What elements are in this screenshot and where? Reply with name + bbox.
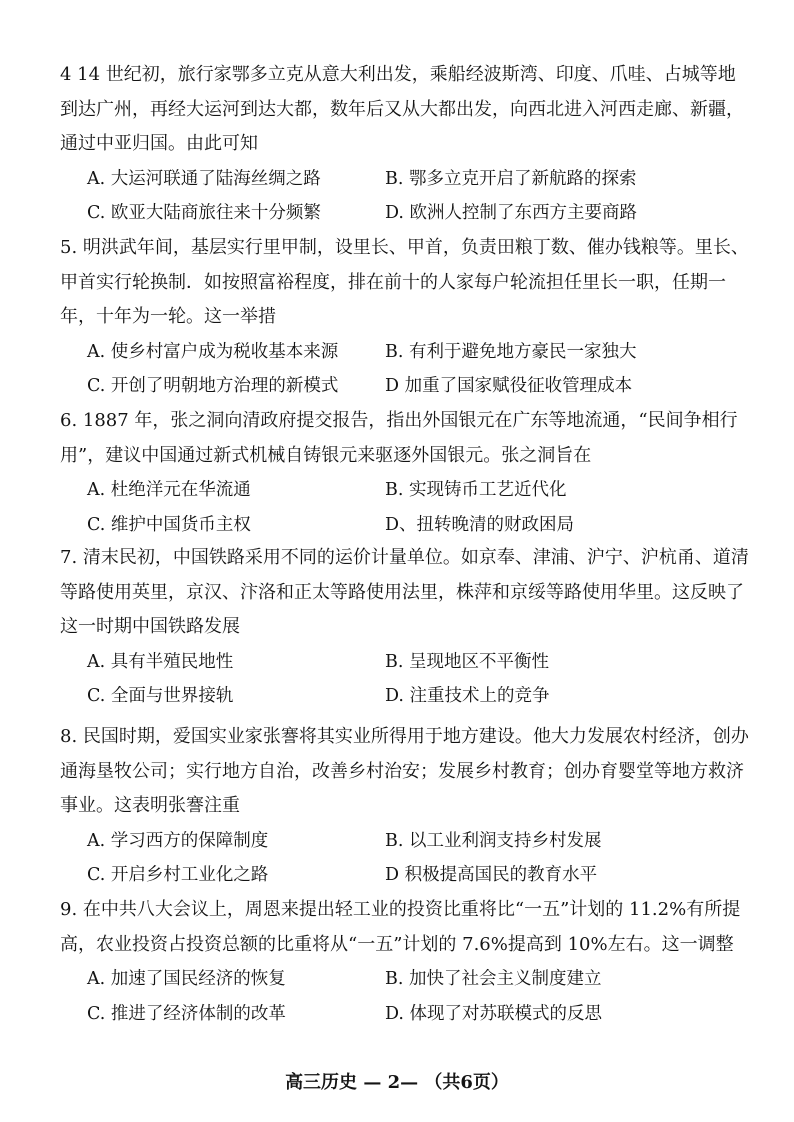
option-a: A. 学习西方的保障制度: [87, 830, 269, 851]
option-row: [60, 645, 750, 680]
option-row: [60, 369, 750, 404]
option-row: [60, 196, 750, 231]
option-c: C. 开创了明朝地方治理的新模式: [87, 376, 339, 396]
option-b: B. 有利于避免地方豪民一家独大: [385, 341, 637, 362]
option-row: [60, 824, 750, 859]
option-c: C. 开启乡村工业化之路: [87, 865, 269, 885]
option-d: D. 欧洲人控制了东西方主要商路: [385, 203, 638, 223]
option-row: [60, 335, 750, 370]
question-stem: 6. 1887 年，张之洞向清政府提交报告，指出外国银元在广东等地流通，“民间争相行用”，建议中国通过新式机械自铸银元来驱逐外国银元。张之洞旨在: [60, 410, 738, 466]
option-row: [60, 858, 750, 893]
option-a: A. 加速了国民经济的恢复: [87, 969, 286, 989]
option-d: D、扭转晚清的财政困局: [385, 514, 575, 535]
question-stem: 4 14 世纪初，旅行家鄂多立克从意大利出发，乘船经波斯湾、印度、爪哇、占城等地到达广州，再经大运河到达大都，数年后又从大都出发，向西北进入河西走廊、新疆，通过中亚归国。由此可知: [60, 64, 744, 154]
question-4: [60, 58, 750, 231]
question-7: [60, 541, 750, 714]
option-a: A. 杜绝洋元在华流通: [87, 480, 251, 500]
option-a: A. 具有半殖民地性: [87, 651, 234, 672]
question-stem: 9. 在中共八大会议上，周恩来提出轻工业的投资比重将比“一五”计划的 11.2%有所提高，农业投资占投资总额的比重将从“一五”计划的 7.6%提高到 10%左右。这一调整: [60, 899, 741, 955]
option-d: D 加重了国家赋役征收管理成本: [385, 376, 633, 396]
option-d: D. 体现了对苏联模式的反思: [385, 1003, 603, 1024]
option-row: [60, 473, 750, 508]
option-c: C. 欧亚大陆商旅往来十分频繁: [87, 203, 321, 223]
option-b: B. 以工业利润支持乡村发展: [385, 830, 602, 851]
question-5: [60, 231, 750, 404]
option-row: [60, 508, 750, 543]
question-stem: 5. 明洪武年间，基层实行里甲制，设里长、甲首，负责田粮丁数、催办钱粮等。里长、甲首实行轮换制．如按照富裕程度，排在前十的人家每户轮流担任里长一职，任期一年，十年为一轮。这一举措: [60, 237, 749, 327]
question-8: [60, 720, 750, 893]
option-d: D 积极提高国民的教育水平: [385, 865, 598, 885]
option-b: B. 鄂多立克开启了新航路的探索: [385, 168, 637, 189]
question-stem: 7. 清末民初，中国铁路采用不同的运价计量单位。如京奉、津浦、沪宁、沪杭甬、道清等路使用英里，京汉、汴洛和正太等路使用法里，株萍和京绥等路使用华里。这反映了这一时期中国铁路发展: [60, 547, 749, 637]
page-footer: 高三历史 — 2— （共6页）: [285, 1072, 509, 1093]
option-b: B. 加快了社会主义制度建立: [385, 969, 602, 989]
option-d: D. 注重技术上的竞争: [385, 686, 550, 706]
question-stem: 8. 民国时期，爱国实业家张謇将其实业所得用于地方建设。他大力发展农村经济，创办通海垦牧公司；实行地方自治，改善乡村治安；发展乡村教育；创办育婴堂等地方救济事业。这表明张謇注重: [60, 726, 749, 816]
option-c: C. 全面与世界接轨: [87, 686, 234, 706]
question-9: [60, 893, 750, 1031]
option-row: [60, 162, 750, 197]
option-a: A. 使乡村富户成为税收基本来源: [87, 341, 339, 362]
option-a: A. 大运河联通了陆海丝绸之路: [87, 168, 321, 189]
option-b: B. 实现铸币工艺近代化: [385, 480, 567, 500]
question-6: [60, 404, 750, 542]
option-row: [60, 997, 750, 1032]
option-c: C. 推进了经济体制的改革: [87, 1003, 286, 1024]
option-row: [60, 962, 750, 997]
option-b: B. 呈现地区不平衡性: [385, 651, 549, 672]
option-row: [60, 679, 750, 714]
option-c: C. 维护中国货币主权: [87, 514, 251, 535]
